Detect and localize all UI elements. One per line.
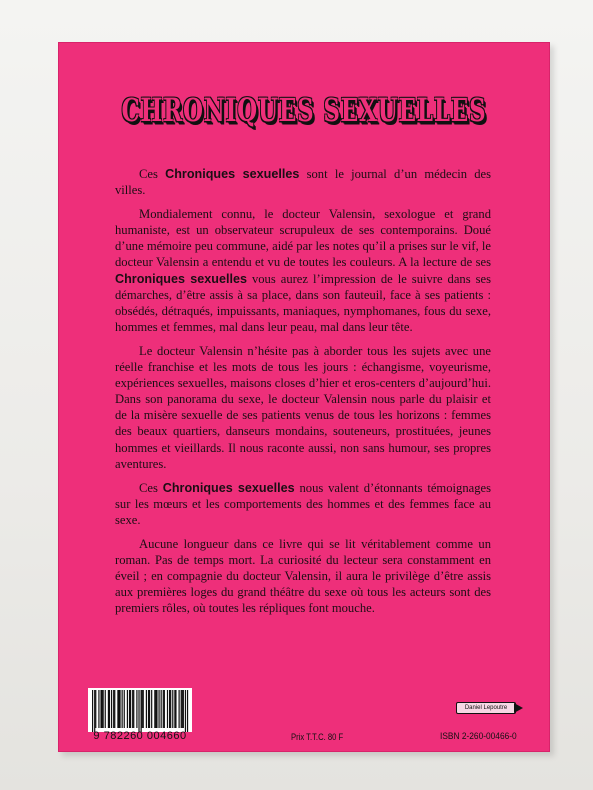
barcode-bar bbox=[172, 690, 173, 728]
barcode-bar bbox=[183, 690, 184, 728]
barcode-bar bbox=[108, 690, 109, 728]
barcode-number: 9 782260 004660 bbox=[93, 730, 187, 742]
blurb-run: Ces bbox=[139, 167, 166, 181]
blurb-run: Aucune longueur dans ce livre qui se lit véritablement comme un roman. Pas de temps mort. La curiosité du lecteur sera constamment en éveil ; en compagnie du docteur Valensin, il aura le privilège d’être assis aux premières loges du grand théâtre du sexe où tous les acteurs sont des premiers rôles, où toutes les répliques font mouche. bbox=[115, 536, 491, 616]
barcode-bar bbox=[119, 690, 120, 728]
publisher-logo: Daniel Lepoutre bbox=[456, 702, 516, 714]
barcode-bar bbox=[118, 690, 119, 728]
barcode-bar bbox=[127, 690, 128, 728]
blurb-run: sont le journal d’un médecin des villes. bbox=[115, 167, 491, 198]
barcode-bar bbox=[142, 690, 143, 728]
barcode-bar bbox=[174, 690, 175, 728]
isbn-label: ISBN 2-260-00466-0 bbox=[440, 731, 517, 742]
barcode-bar bbox=[129, 690, 130, 728]
barcode-bar bbox=[169, 690, 170, 728]
barcode-bar bbox=[154, 690, 155, 728]
barcode-bar bbox=[175, 690, 176, 728]
barcode-bar bbox=[155, 690, 156, 728]
blurb-paragraph bbox=[115, 166, 491, 198]
barcode-bar bbox=[138, 690, 139, 732]
barcode-bar bbox=[132, 690, 133, 728]
barcode-bar bbox=[149, 690, 150, 728]
barcode-bar bbox=[143, 690, 144, 728]
blurb-paragraph bbox=[115, 343, 491, 472]
blurb-run: nous valent d’étonnants témoignages sur les mœurs et les comportements des hommes et des femmes face au sexe. bbox=[115, 480, 491, 527]
publisher-arrow-icon bbox=[514, 703, 523, 713]
barcode-bar bbox=[182, 690, 183, 728]
barcode-bar bbox=[148, 690, 149, 728]
barcode-bar bbox=[146, 690, 147, 728]
barcode-bar bbox=[179, 690, 180, 728]
blurb-run: Le docteur Valensin n’hésite pas à aborder tous les sujets avec une réelle franchise et les mots de tous les jours : échangisme, voyeurisme, expériences sexuelles, maisons closes d’hier et eros-centers d’aujourd’hui. Dans son panorama du sexe, le docteur Valensin nous parle du plaisir et de la misère sexuelle de ses patients venus de tous les horizons : femmes des beaux quartiers, danseurs mondains, souteneurs, prostituées, jeunes hommes et vieillards. Il nous raconte aussi, non sans humour, ses propres aventures. bbox=[115, 343, 491, 471]
barcode-bar bbox=[109, 690, 110, 728]
barcode-bar bbox=[187, 690, 188, 732]
barcode-bar bbox=[136, 690, 137, 728]
barcode-bar bbox=[101, 690, 102, 728]
blurb-run: Mondialement connu, le docteur Valensin, sexologue et grand humaniste, est un observateur scrupuleux de ses contemporains. Doué d’une mémoire peu commune, aidé par les notes qu’il a prises sur le vif, le docteur Valensin a entendu et vu de toutes les couleurs. A la lecture de ses bbox=[115, 207, 491, 270]
barcode-bar bbox=[95, 690, 96, 728]
barcode-bar bbox=[105, 690, 106, 728]
barcode-bar bbox=[156, 690, 157, 728]
barcode-bar bbox=[167, 690, 168, 728]
book-title: CHRONIQUES SEXUELLES bbox=[121, 92, 487, 129]
barcode-bar bbox=[170, 690, 171, 728]
barcode-bar bbox=[117, 690, 118, 728]
price-label: Prix T.T.C. 80 F bbox=[291, 732, 344, 742]
barcode-bar bbox=[161, 690, 162, 728]
barcode-bar bbox=[141, 690, 142, 732]
barcode-bar bbox=[114, 690, 115, 728]
barcode-bar bbox=[124, 690, 125, 728]
book-back-cover bbox=[58, 42, 550, 752]
barcode-bar bbox=[163, 690, 164, 728]
blurb-run: vous aurez l’impression de le suivre dans ses démarches, d’être assis à sa place, dans son fauteuil, face à ses patients : obsédés, détraqués, impuissants, maniaques, nymphomanes, fous du sexe, hommes et femmes, mal dans leur peau, mal dans leur tête. bbox=[115, 271, 491, 334]
barcode-bar bbox=[92, 690, 93, 732]
barcode-bar bbox=[158, 690, 159, 728]
barcode-bar bbox=[130, 690, 131, 728]
barcode-bar bbox=[111, 690, 112, 728]
barcode-bar bbox=[113, 690, 114, 728]
blurb-paragraph bbox=[115, 206, 491, 335]
blurb-paragraph bbox=[115, 536, 491, 616]
barcode-bar bbox=[94, 690, 95, 732]
barcode-bar bbox=[122, 690, 123, 728]
barcode-bar bbox=[185, 690, 186, 732]
barcode-bar bbox=[164, 690, 165, 728]
barcode-bar bbox=[133, 690, 134, 728]
blurb-paragraph bbox=[115, 480, 491, 528]
blurb-text bbox=[115, 166, 491, 624]
barcode-bar bbox=[181, 690, 182, 728]
blurb-run: Ces bbox=[139, 480, 163, 495]
barcode-bar bbox=[151, 690, 152, 728]
book-title-mention: Chroniques sexuelles bbox=[115, 271, 247, 286]
barcode-bar bbox=[100, 690, 101, 728]
barcode-bar bbox=[103, 690, 104, 728]
barcode-bar bbox=[98, 690, 99, 728]
book-title-mention: Chroniques sexuelles bbox=[165, 167, 300, 181]
barcode-icon bbox=[88, 688, 192, 732]
book-title-mention: Chroniques sexuelles bbox=[162, 480, 295, 495]
